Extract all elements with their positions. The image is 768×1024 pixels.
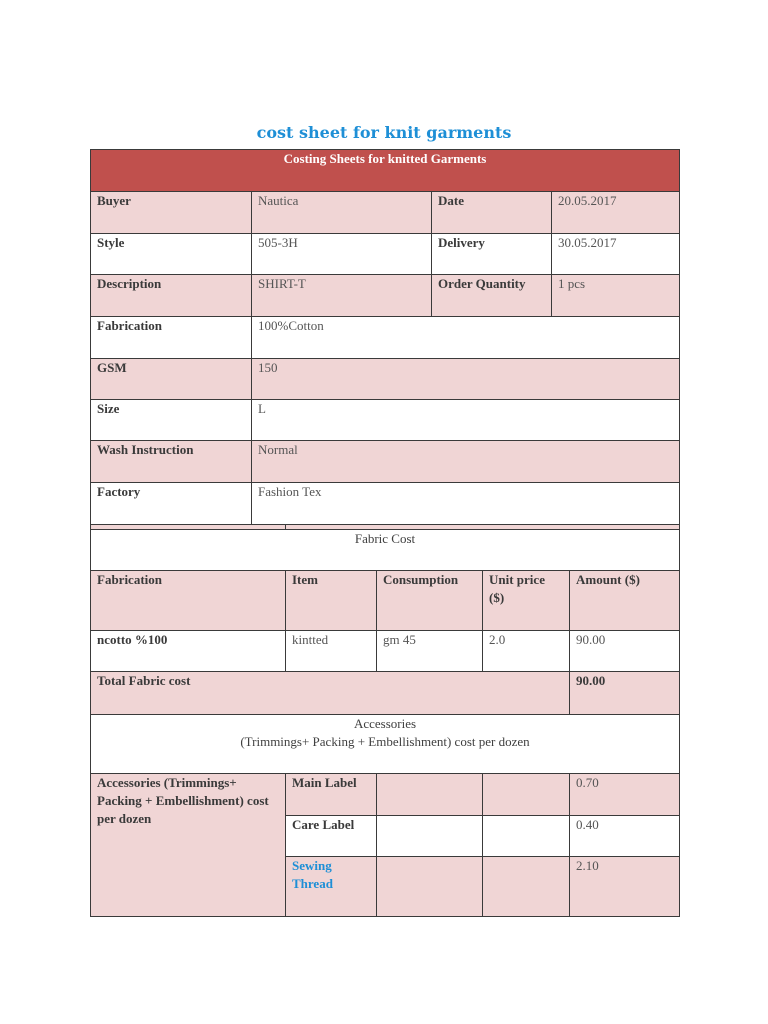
costing-info-table [90, 149, 680, 525]
accessory-name: Sewing Thread [286, 857, 377, 917]
accessories-heading-line2: (Trimmings+ Packing + Embellishment) cost per dozen [240, 734, 530, 749]
table-row [91, 359, 680, 400]
delivery-label: Delivery [432, 234, 552, 275]
consumption-cell: gm 45 [377, 631, 483, 672]
fabrication-cell: ncotto %100 [91, 631, 286, 672]
fabrication-value: 100%Cotton [252, 317, 680, 359]
accessory-amount: 0.70 [570, 774, 680, 816]
table-row [91, 483, 680, 525]
column-header: Amount ($) [570, 571, 680, 631]
fabric-accessories-table [90, 524, 680, 917]
unit-price-cell: 2.0 [483, 631, 570, 672]
table-header: Costing Sheets for knitted Garments [91, 150, 680, 192]
fabric-cost-heading: Fabric Cost [91, 530, 680, 571]
gsm-label: GSM [91, 359, 252, 400]
size-label: Size [91, 400, 252, 441]
table-header-row [91, 571, 680, 631]
style-value: 505-3H [252, 234, 432, 275]
table-row [91, 275, 680, 317]
description-value: SHIRT-T [252, 275, 432, 317]
amount-cell: 90.00 [570, 631, 680, 672]
document-title: cost sheet for knit garments [256, 123, 512, 142]
wash-instruction-value: Normal [252, 441, 680, 483]
accessory-amount: 0.40 [570, 816, 680, 857]
table-row [91, 774, 680, 816]
factory-value: Fashion Tex [252, 483, 680, 525]
column-header: Unit price ($) [483, 571, 570, 631]
column-header: Fabrication [91, 571, 286, 631]
factory-label: Factory [91, 483, 252, 525]
delivery-value: 30.05.2017 [552, 234, 680, 275]
order-quantity-label: Order Quantity [432, 275, 552, 317]
table-row [91, 317, 680, 359]
accessory-name: Main Label [286, 774, 377, 816]
accessories-side-label: Accessories (Trimmings+ Packing + Embellishment) cost per dozen [91, 774, 286, 917]
item-cell: kintted [286, 631, 377, 672]
buyer-label: Buyer [91, 192, 252, 234]
description-label: Description [91, 275, 252, 317]
table-row [91, 192, 680, 234]
accessories-heading [91, 715, 680, 774]
wash-instruction-label: Wash Instruction [91, 441, 252, 483]
column-header: Consumption [377, 571, 483, 631]
table-row [91, 441, 680, 483]
order-quantity-value: 1 pcs [552, 275, 680, 317]
table-row [91, 631, 680, 672]
accessory-amount: 2.10 [570, 857, 680, 917]
table-row [91, 400, 680, 441]
buyer-value: Nautica [252, 192, 432, 234]
style-label: Style [91, 234, 252, 275]
date-value: 20.05.2017 [552, 192, 680, 234]
size-value: L [252, 400, 680, 441]
gsm-value: 150 [252, 359, 680, 400]
column-header: Item [286, 571, 377, 631]
table-row [91, 234, 680, 275]
accessories-heading-line1: Accessories [353, 716, 417, 731]
fabrication-label: Fabrication [91, 317, 252, 359]
accessory-name: Care Label [286, 816, 377, 857]
table-row [91, 672, 680, 715]
date-label: Date [432, 192, 552, 234]
total-fabric-cost-value: 90.00 [570, 672, 680, 715]
total-fabric-cost-label: Total Fabric cost [91, 672, 570, 715]
